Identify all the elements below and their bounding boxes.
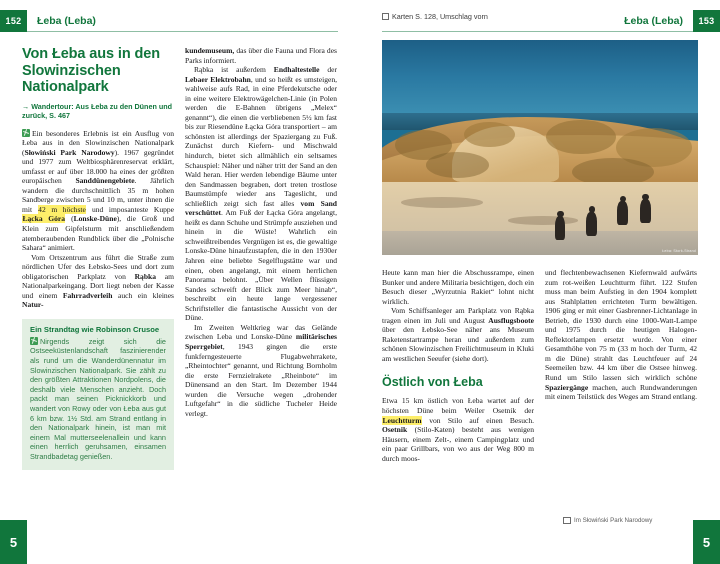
paragraph: Etwa 15 km östlich von Łeba wartet auf der höchsten Düne beim Weiler Osetnik der Leuchtturm von Stilo auf einen Besuch. Osetnik (Stilo-Katen) besteht aus wenigen Häusern, einem Zelt-, einem Campingplatz und ein paar Grillbars, von wo aus der Weg 800 m durch moos- xyxy=(382,396,534,463)
info-box-heading: Ein Strandtag wie Robinson Crusoe xyxy=(30,324,160,334)
highlight-42m: 42 m höchste xyxy=(38,204,86,214)
running-title-left: Łeba (Leba) xyxy=(37,15,96,27)
highlight-lacka-gora: Łącka Góra xyxy=(22,214,65,224)
leaf-icon xyxy=(30,337,38,345)
info-box-text: Nirgends zeigt sich die Ostseeküstenlandschaft faszinierender als rund um die Wanderdünennatur im Slowinzischen Nationalpark. Sie zählt zu den größten Attraktionen Nordpolens, die deshalb viele Menschen anzieht. Doch packt man seinen Picknickkorb und wandert von Rowy oder von Łeba aus gut 6 km bzw. 1½ Std. am Strand entlang in den Nationalpark hinein, ist man mit einem Mal mutterseelenallein und kann einen herrlich geruhsamen, einsamen Strandbadetag genießen. xyxy=(30,336,166,462)
right-columns xyxy=(382,268,698,463)
chapter-tab-right: 5 xyxy=(693,520,720,564)
right-column-2 xyxy=(545,268,697,463)
left-column-2 xyxy=(185,46,337,470)
photo-icon xyxy=(563,517,571,524)
header-rule-right xyxy=(382,31,693,32)
map-reference-label: Karten S. 128, Umschlag vorn xyxy=(392,12,488,21)
paragraph: Im Zweiten Weltkrieg war das Gelände zwischen Leba und Lonske-Düne militärisches Sperrgebiet, 1943 gingen die erste funkferngesteuerte Flugabwehrrakete, „Rheintochter“ genannt, und Richtung Bornholm die erste Fernzielrakete „Rheinbote“ im Dünensand an den Start. Im Dezember 1944 wurden die Versuche wegen „drohender Luftgefahr“ in die südliche Tucheler Heide verlegt. xyxy=(185,322,337,418)
sand-shadow xyxy=(401,197,483,208)
paragraph: Ein besonderes Erlebnis ist ein Ausflug von Łeba aus in den Slowinzischen Nationalpark (Słowiński Park Narodowy). 1967 gegründet und 1977 zum Weltbiosphärenreservat erklärt, umfasst er auf über 18.000 ha eines der größten europäischen Sanddünengebiete. Jährlich wandern die durchschnittlich 35 m hohen Sandberge zwischen 5 und 10 m, unter ihnen die mit 42 m höchste und imposanteste Kuppe Łącka Góra (Lonske-Düne), die Groß und Klein zum Gipfelsturm mit anschließendem atemberaubenden Rundblick über die „Polnische Sahara“ animiert. xyxy=(22,128,174,253)
walker-figure xyxy=(586,212,597,236)
photo-credit: Łeba: Stork-Strand xyxy=(662,249,696,253)
header-rule-left xyxy=(27,31,338,32)
right-page xyxy=(360,0,720,564)
photo-container xyxy=(382,40,698,255)
picture-reference xyxy=(563,517,652,524)
wet-sand-region xyxy=(382,231,698,255)
chapter-tab-left: 5 xyxy=(0,520,27,564)
section-heading-ostlich-von-leba: Östlich von Łeba xyxy=(382,375,483,390)
sky-region xyxy=(382,40,698,122)
folio-right: 153 xyxy=(693,10,720,32)
paragraph: Vom Schiffsanleger am Parkplatz von Rąbka tragen einen im Juli und August Ausflugsboote über den Łebsko-See näher ans Museum Raketenstartrampe heran und außerdem zum schönen Slowinzischen Freilichtmuseum in Kluki am westlichen Seeufer (siehe dort). xyxy=(382,306,534,363)
dune-grass xyxy=(464,122,515,148)
leaf-icon xyxy=(22,129,30,137)
info-box-robinson-crusoe xyxy=(22,319,174,470)
walker-figure xyxy=(640,199,651,223)
paragraph: Vom Ortszentrum aus führt die Straße zum nördlichen Ufer des Łebsko-Sees und dort zum obligatorischen Parkplatz von Rąbka am Nationalparkeingang. Dort liegt neben der Kasse und einem Fahrradverleih auch ein kleines Natur- xyxy=(22,252,174,310)
running-head-left xyxy=(0,10,360,32)
page-title: Von Łeba aus in den Slowinzischen Nationalpark xyxy=(22,46,161,95)
arrow-icon: → xyxy=(22,101,30,111)
right-column-1 xyxy=(382,268,534,463)
left-column-1 xyxy=(22,46,174,470)
paragraph: und flechtenbewachsenen Kiefernwald aufwärts zum rot-weißen Leuchtturm führt. 122 Stufen muss man beim Aufstieg in den 1904 komplett aus Stahlplatten errichteten Turm bewältigen. 1906 ging er mit einer Gasbrenner-Lichtanlage in Betrieb, die 1930 durch eine 1000-Watt-Lampe und 1975 durch die heutigen Halogen-Reflektorlampen ersetzt wurde. Von einer Gesamthöhe von 75 m (33 m hoch der Turm, 42 m die Düne) strahlt das Leuchtfeuer auf 24 Seemeilen bzw. 44 km über die Ostsee hinweg. Rund um Stilo lassen sich wirklich schöne Spaziergänge machen, auch Rundwanderungen mit einem Teilstück des Weges am Strand entlang. xyxy=(545,268,698,402)
dune-grass xyxy=(426,152,489,178)
paragraph: kundemuseum, das über die Fauna und Flora des Parks informiert. xyxy=(185,46,337,65)
tour-reference xyxy=(22,102,174,120)
running-head-right xyxy=(360,10,720,32)
paragraph: Rąbka ist außerdem Endhaltestelle der Lebaer Elektrobahn, und so heißt es umsteigen, wahlweise aufs Rad, in eine Pferdekutsche oder in eine weitere Elektrowägelchen-Linie (in Polen werden die E-Bahnen übrigens „Melex“ genannt“), die einen die verbliebenen 5½ km fast bis zur Riesendüne Łącka Góra transportiert – am schönsten ist allerdings der Spaziergang zu Fuß. Zunächst durch Kiefern- und Mischwald hindurch, bietet sich allmählich ein seltsames Schauspiel: Näher und näher tritt der Sand an den Wald heran. Hier werden lebendige Bäume unter den Sandmassen begraben, dort treten trostlose Baumstümpfe wieder ans Tageslicht, und schließlich zeigt sich fast alles vom Sand verschüttet. Am Fuß der Łącka Góra angelangt, heißt es dann Schuhe und Strümpfe ausziehen und hinein in die Wüste! Wahrlich ein schweißtreibendes Vergnügen ist es, die gewaltige Lonske-Düne hinaufzustapfen, die in den 1930er Jahren eine beliebte Segelflugstätte war und einen, oben angelangt, mit einem herrlichen Panorama belohnt. „Über Wellen flüssigen Sandes schweift der Blick zum Meer hinab“, beschreibt ein heute lange vergessener Schriftsteller die fantastische Aussicht von der Düne. xyxy=(185,65,337,323)
left-columns xyxy=(22,46,338,470)
folio-left: 152 xyxy=(0,10,27,32)
picture-reference-label: Im Słowiński Park Narodowy xyxy=(574,517,653,524)
walker-figure xyxy=(617,201,628,225)
walker-figure xyxy=(555,216,565,240)
running-title-right: Łeba (Leba) xyxy=(624,15,683,27)
highlight-leuchtturm: Leuchtturm xyxy=(382,415,422,425)
dune-beach-photo xyxy=(382,40,698,255)
paragraph: Heute kann man hier die Abschussrampe, einen Bunker und andere Militaria besichtigen, doch ein Besuch dieser „Wyrzutnia Rakiet“ lohnt nicht wirklich. xyxy=(382,268,534,306)
dune-grass xyxy=(546,120,616,154)
tour-reference-label: Wandertour: Aus Łeba zu den Dünen und zurück, S. 467 xyxy=(22,101,173,120)
sand-shadow xyxy=(508,216,578,225)
